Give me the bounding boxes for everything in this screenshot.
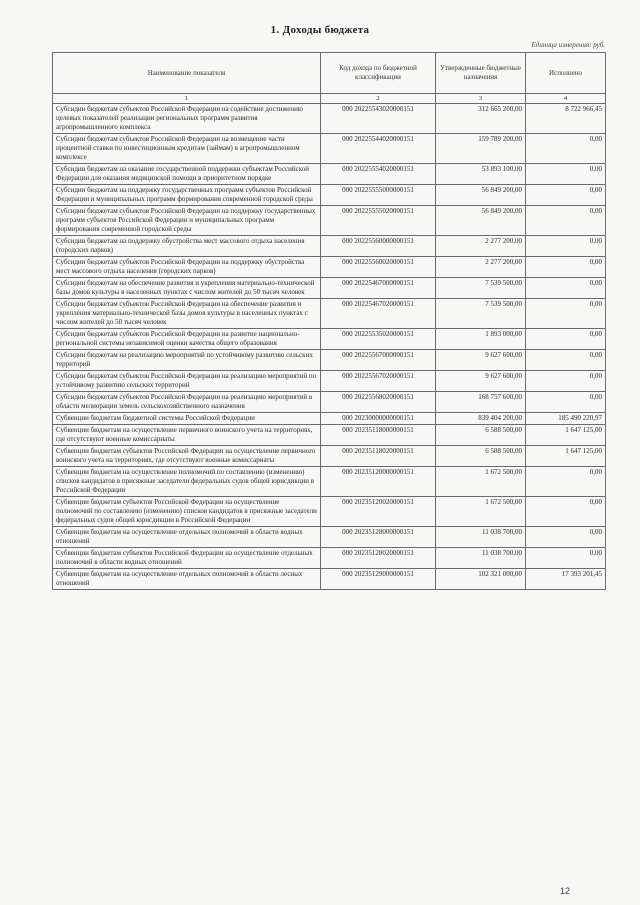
table-row [53,371,606,392]
table-row [53,164,606,185]
row-code-cell: 000 20225560000000151 [321,236,436,257]
table-row [53,392,606,413]
column-header-code: Код дохода по бюджетной классификации [321,53,436,94]
row-executed-cell: 8 722 966,45 [526,104,606,134]
row-code-cell: 000 20225543020000151 [321,104,436,134]
row-name-cell: Субсидии бюджетам на реализацию мероприятий по устойчивому развитию сельских территорий [53,350,321,371]
row-name-cell: Субвенции бюджетам на осуществление отдельных полномочий в области лесных отношений [53,569,321,590]
row-executed-cell: 1 647 125,00 [526,425,606,446]
row-name-cell: Субсидии бюджетам на поддержку обустройства мест массового отдыха населения (городских парков) [53,236,321,257]
row-name-cell: Субсидии бюджетам на обеспечение развития и укрепления материально-технической базы домов культуры в населенных пунктах с числом жителей до 50 тысяч человек [53,278,321,299]
row-code-cell: 000 20225555000000151 [321,185,436,206]
row-executed-cell: 0,00 [526,299,606,329]
row-name-cell: Субсидии бюджетам субъектов Российской Федерации на поддержку обустройства мест массового отдыха населения (городских парков) [53,257,321,278]
row-executed-cell: 0,00 [526,278,606,299]
row-approved-cell: 11 038 700,00 [436,527,526,548]
row-approved-cell: 9 627 600,00 [436,371,526,392]
column-header-name: Наименование показателя [53,53,321,94]
row-name-cell: Субвенции бюджетам субъектов Российской Федерации на осуществление первичного воинского учета на территориях, где отсутствуют военные комиссариаты [53,446,321,467]
table-row [53,497,606,527]
table-row [53,206,606,236]
table-row [53,134,606,164]
row-name-cell: Субвенции бюджетам субъектов Российской Федерации на осуществление полномочий по составлению (изменению) списков кандидатов в присяжные заседатели федеральных судов общей юрисдикции в Российской Федерации [53,497,321,527]
row-executed-cell: 0,00 [526,527,606,548]
row-executed-cell: 0,00 [526,236,606,257]
row-approved-cell: 1 672 500,00 [436,467,526,497]
row-name-cell: Субсидии бюджетам субъектов Российской Федерации на поддержку государственных программ субъектов Российской Федерации и муниципальных программ формирования современной городской среды [53,206,321,236]
row-code-cell: 000 20225567000000151 [321,350,436,371]
table-row [53,104,606,134]
row-executed-cell: 0,00 [526,467,606,497]
column-number: 3 [436,94,526,104]
row-approved-cell: 168 757 600,00 [436,392,526,413]
row-executed-cell: 0,00 [526,392,606,413]
row-executed-cell: 0,00 [526,185,606,206]
row-code-cell: 000 20235120000000151 [321,467,436,497]
row-approved-cell: 1 893 000,00 [436,329,526,350]
row-executed-cell: 0,00 [526,548,606,569]
row-executed-cell: 0,00 [526,257,606,278]
row-approved-cell: 9 627 600,00 [436,350,526,371]
row-approved-cell: 56 849 200,00 [436,185,526,206]
column-header-executed: Исполнено [526,53,606,94]
table-row [53,413,606,425]
row-approved-cell: 839 404 200,00 [436,413,526,425]
table-row [53,569,606,590]
row-code-cell: 000 20235120020000151 [321,497,436,527]
row-approved-cell: 11 038 700,00 [436,548,526,569]
row-code-cell: 000 20225467020000151 [321,299,436,329]
row-approved-cell: 159 789 200,00 [436,134,526,164]
column-number: 4 [526,94,606,104]
row-approved-cell: 7 539 500,00 [436,299,526,329]
row-code-cell: 000 20225554020000151 [321,164,436,185]
row-name-cell: Субсидии бюджетам субъектов Российской Федерации на содействие достижению целевых показателей реализации региональных программ развития агропромышленного комплекса [53,104,321,134]
row-name-cell: Субсидии бюджетам субъектов Российской Федерации на возмещение части процентной ставки по инвестиционным кредитам (займам) в агропромышленном комплексе [53,134,321,164]
row-code-cell: 000 20225555020000151 [321,206,436,236]
column-number: 1 [53,94,321,104]
row-approved-cell: 6 588 500,00 [436,425,526,446]
table-row [53,185,606,206]
row-code-cell: 000 20235129000000151 [321,569,436,590]
table-row [53,446,606,467]
table-row [53,278,606,299]
page-number: 12 [560,886,571,896]
row-code-cell: 000 20225535020000151 [321,329,436,350]
table-row [53,329,606,350]
page-title: 1. Доходы бюджета [270,24,370,36]
column-header-approved: Утвержденные бюджетные назначения [436,53,526,94]
table-row [53,299,606,329]
row-code-cell: 000 20230000000000151 [321,413,436,425]
row-approved-cell: 2 277 200,00 [436,257,526,278]
row-name-cell: Субвенции бюджетам на осуществление отдельных полномочий в области водных отношений [53,527,321,548]
row-executed-cell: 0,00 [526,329,606,350]
row-executed-cell: 0,00 [526,497,606,527]
table-row [53,236,606,257]
row-executed-cell: 1 647 125,00 [526,446,606,467]
table-row [53,350,606,371]
row-executed-cell: 0,00 [526,206,606,236]
row-name-cell: Субсидии бюджетам субъектов Российской Федерации на развитие национально-региональной системы независимой оценки качества общего образования [53,329,321,350]
table-row [53,257,606,278]
row-name-cell: Субсидии бюджетам субъектов Российской Федерации на реализацию мероприятий по устойчивому развитию сельских территорий [53,371,321,392]
row-code-cell: 000 20235118020000151 [321,446,436,467]
budget-revenue-table [52,52,606,590]
row-executed-cell: 17 393 201,45 [526,569,606,590]
column-number: 2 [321,94,436,104]
row-code-cell: 000 20235128000000151 [321,527,436,548]
row-approved-cell: 56 849 200,00 [436,206,526,236]
row-approved-cell: 102 321 000,00 [436,569,526,590]
row-code-cell: 000 20225544020000151 [321,134,436,164]
table-row [53,425,606,446]
row-executed-cell: 0,00 [526,350,606,371]
row-approved-cell: 312 665 200,00 [436,104,526,134]
row-code-cell: 000 20225568020000151 [321,392,436,413]
row-name-cell: Субсидии бюджетам субъектов Российской Федерации на реализацию мероприятий в области мелиорации земель сельскохозяйственного назначения [53,392,321,413]
row-name-cell: Субсидии бюджетам субъектов Российской Федерации на обеспечение развития и укрепления материально-технической базы домов культуры в населенных пунктах с числом жителей до 50 тысяч человек [53,299,321,329]
row-code-cell: 000 20225567020000151 [321,371,436,392]
row-executed-cell: 0,00 [526,164,606,185]
row-name-cell: Субвенции бюджетам бюджетной системы Российской Федерации [53,413,321,425]
units-label: Единица измерения: руб. [531,41,605,49]
row-code-cell: 000 20225467000000151 [321,278,436,299]
row-approved-cell: 7 539 500,00 [436,278,526,299]
row-executed-cell: 185 490 220,97 [526,413,606,425]
row-approved-cell: 6 588 500,00 [436,446,526,467]
row-name-cell: Субсидии бюджетам на поддержку государственных программ субъектов Российской Федерации и муниципальных программ формирования современной городской среды [53,185,321,206]
row-executed-cell: 0,00 [526,134,606,164]
row-code-cell: 000 20235118000000151 [321,425,436,446]
row-code-cell: 000 20225560020000151 [321,257,436,278]
row-approved-cell: 1 672 500,00 [436,497,526,527]
row-approved-cell: 53 893 100,00 [436,164,526,185]
table-row [53,527,606,548]
table-header-row [53,53,606,94]
row-code-cell: 000 20235128020000151 [321,548,436,569]
table-row [53,548,606,569]
row-name-cell: Субвенции бюджетам на осуществление первичного воинского учета на территориях, где отсутствуют военные комиссариаты [53,425,321,446]
row-name-cell: Субвенции бюджетам субъектов Российской Федерации на осуществление отдельных полномочий в области водных отношений [53,548,321,569]
row-executed-cell: 0,00 [526,371,606,392]
row-name-cell: Субвенции бюджетам на осуществление полномочий по составлению (изменению) списков кандидатов в присяжные заседатели федеральных судов общей юрисдикции в Российской Федерации [53,467,321,497]
column-number-row [53,94,606,104]
row-name-cell: Субсидии бюджетам на оказание государственной поддержки субъектам Российской Федерации для оказания медицинской помощи в приоритетном порядке [53,164,321,185]
table-row [53,467,606,497]
row-approved-cell: 2 277 200,00 [436,236,526,257]
